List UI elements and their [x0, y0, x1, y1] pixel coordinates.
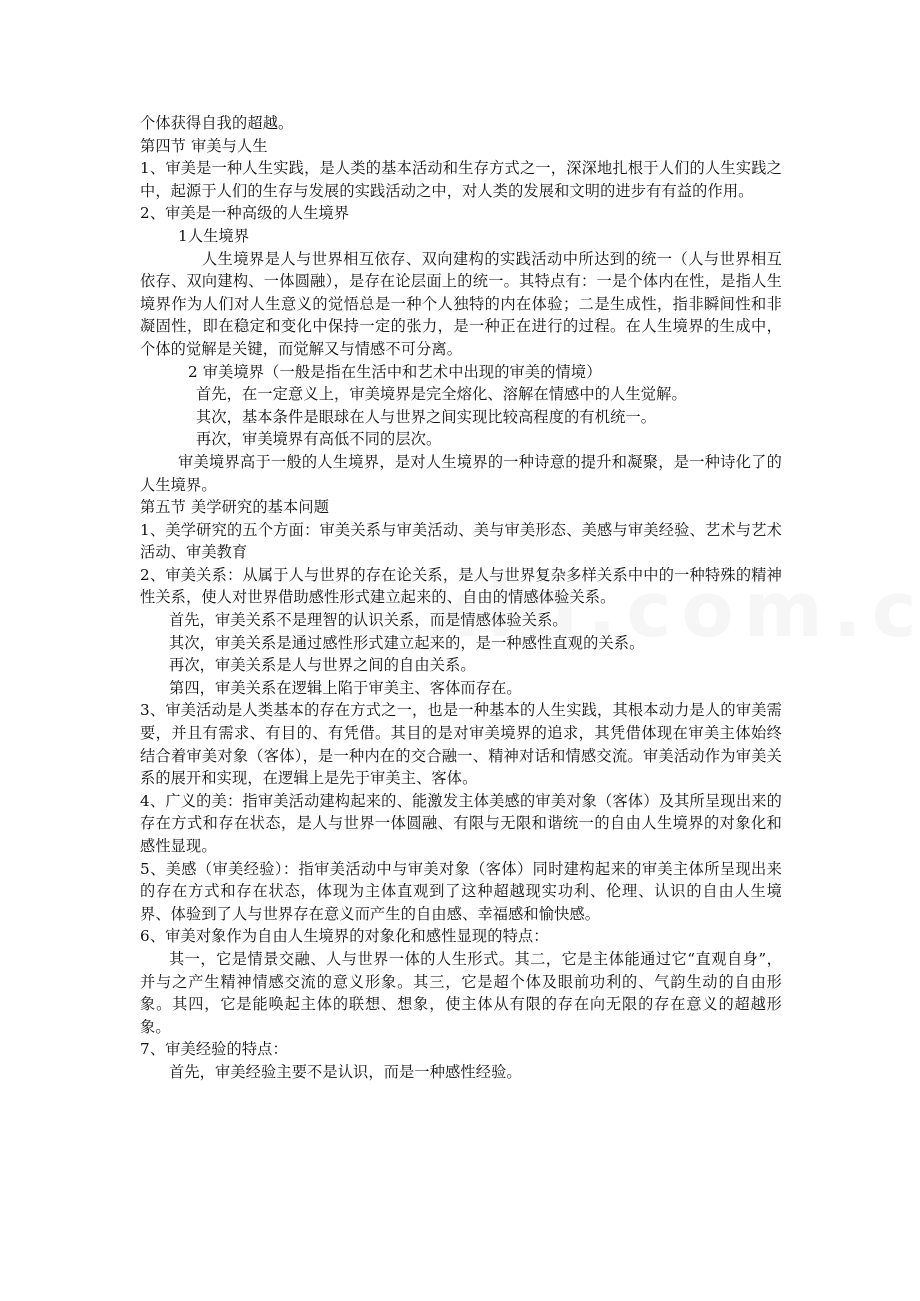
paragraph: 4、广义的美：指审美活动建构起来的、能激发主体美感的审美对象（客体）及其所呈现出来的存在方式和存在状态，是人与世界一体圆融、有限与无限和谐统一的自由人生境界的对象化和感性显现。 — [140, 791, 782, 855]
document-body — [140, 112, 782, 1084]
paragraph: 再次，审美关系是人与世界之间的自由关系。 — [169, 656, 476, 675]
paragraph: 第四，审美关系在逻辑上陷于审美主、客体而存在。 — [169, 678, 522, 697]
paragraph: 首先，在一定意义上，审美境界是完全熔化、溶解在情感中的人生觉解。 — [196, 385, 687, 404]
paragraph: 个体获得自我的超越。 — [140, 114, 294, 132]
paragraph: 6、审美对象作为自由人生境界的对象化和感性显现的特点： — [140, 927, 549, 946]
paragraph: 1、审美是一种人生实践，是人类的基本活动和生存方式之一，深深地扎根于人们的人生实践之中，起源于人们的生存与发展的实践活动之中，对人类的发展和文明的进步有有益的作用。 — [140, 159, 782, 200]
paragraph: 3、审美活动是人类基本的存在方式之一，也是一种基本的人生实践，其根本动力是人的审美需要，并且有需求、有目的、有凭借。其目的是对审美境界的追求，其凭借体现在审美主体始终结合着审美对象（客体），是一种内在的交合融一、精神对话和情感交流。审美活动作为审美关系的展开和实现，在逻辑上是先于审美主、客体。 — [140, 701, 782, 788]
paragraph: 再次，审美境界有高低不同的层次。 — [196, 430, 442, 449]
paragraph: 2 审美境界（一般是指在生活中和艺术中出现的审美的情境） — [188, 362, 602, 381]
paragraph: 其一，它是情景交融、人与世界一体的人生形式。其二，它是主体能通过它“直观自身”，并与之产生精神情感交流的意义形象。其三，它是超个体及眼前功利的、气韵生动的自由形象。其四，它是能唤起主体的联想、想象，使主体从有限的存在向无限的存在意义的超越形象。 — [140, 949, 782, 1036]
paragraph: 其次，审美关系是通过感性形式建立起来的，是一种感性直观的关系。 — [169, 633, 645, 652]
paragraph: 人生境界是人与世界相互依存、双向建构的实践活动中所达到的统一（人与世界相互依存、双向建构、一体圆融），是存在论层面上的统一。其特点有：一是个体内在性，是指人生境界作为人们对人生意义的觉悟总是一种个人独特的内在体验；二是生成性，指非瞬间性和非凝固性，即在稳定和变化中保持一定的张力，是一种正在进行的过程。在人生境界的生成中，个体的觉解是关键，而觉解又与情感不可分离。 — [140, 249, 782, 358]
paragraph: 其次，基本条件是眼球在人与世界之间实现比较高程度的有机统一。 — [196, 407, 657, 426]
paragraph: 2、审美关系：从属于人与世界的存在论关系，是人与世界复杂多样关系中中的一种特殊的精神性关系，使人对世界借助感性形式建立起来的、自由的情感体验关系。 — [140, 565, 782, 607]
paragraph: 审美境界高于一般的人生境界，是对人生境界的一种诗意的提升和凝聚，是一种诗化了的人生境界。 — [140, 452, 782, 494]
paragraph: 首先，审美关系不是理智的认识关系，而是情感体验关系。 — [169, 611, 568, 630]
paragraph: 第五节 美学研究的基本问题 — [140, 498, 330, 517]
paragraph: 5、美感（审美经验）：指审美活动中与审美对象（客体）同时建构起来的审美主体所呈现出来的存在方式和存在状态，体现为主体直观到了这种超越现实功利、伦理、认识的自由人生境界、体验到了人与世界存在意义而产生的自由感、幸福感和愉快感。 — [140, 859, 782, 923]
paragraph: 首先，审美经验主要不是认识，而是一种感性经验。 — [169, 1062, 522, 1081]
paragraph: 7、审美经验的特点： — [140, 1040, 288, 1059]
paragraph: 1人生境界 — [178, 226, 250, 245]
paragraph: 2、审美是一种高级的人生境界 — [140, 204, 350, 223]
paragraph: 1、美学研究的五个方面：审美关系与审美活动、美与审美形态、美感与审美经验、艺术与艺术活动、审美教育 — [140, 520, 782, 562]
paragraph: 第四节 审美与人生 — [140, 136, 268, 155]
